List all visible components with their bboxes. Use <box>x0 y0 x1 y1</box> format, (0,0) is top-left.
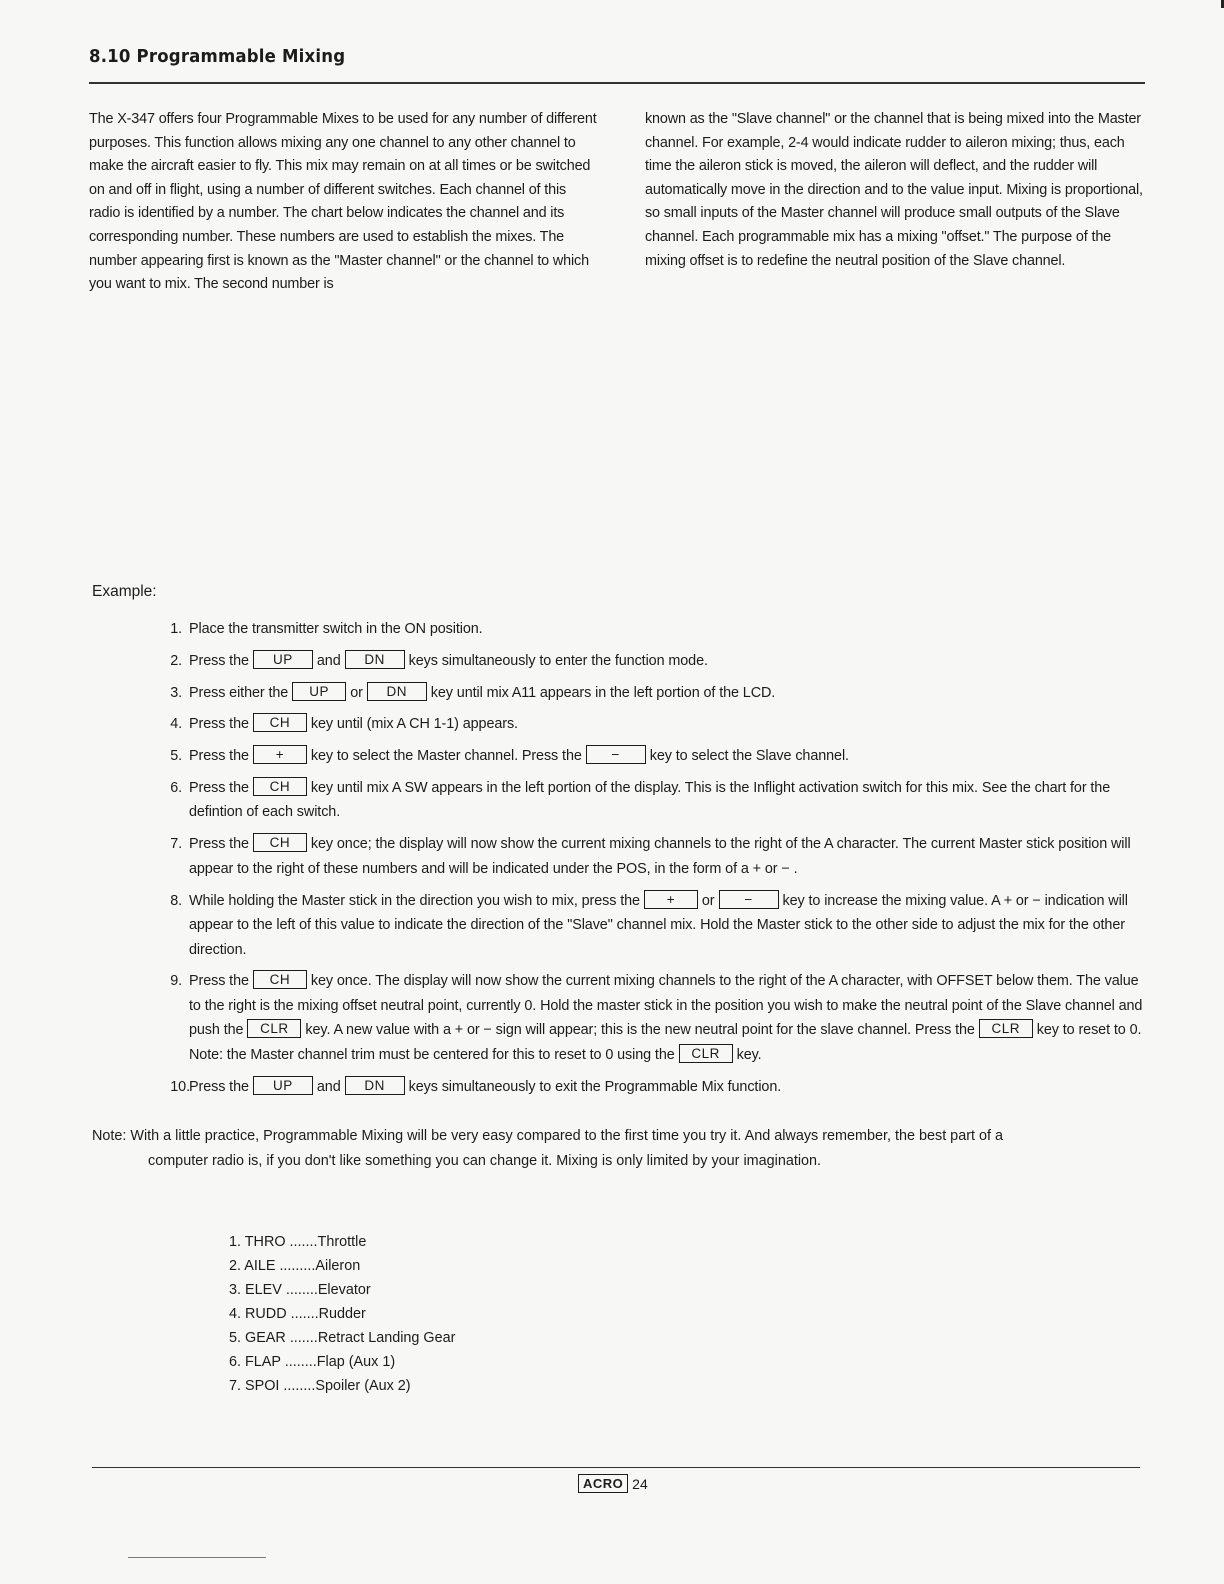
leader-dots: ....... <box>289 1330 318 1346</box>
channel-code: ELEV <box>245 1282 282 1298</box>
step-text: key to select the Master channel. Press the <box>310 748 582 765</box>
up-key: UP <box>292 682 346 701</box>
channel-code: RUDD <box>245 1306 287 1322</box>
channel-number: 1. <box>229 1234 242 1250</box>
up-key: UP <box>253 650 313 669</box>
step-text: key to select the Slave channel. <box>649 748 849 765</box>
step-list <box>0 617 1224 1106</box>
footer-rule <box>92 1467 1140 1468</box>
channel-row <box>229 1326 455 1350</box>
step-number: 2. <box>170 652 182 669</box>
minus-key: − <box>586 745 646 764</box>
clr-key: CLR <box>247 1019 301 1038</box>
step-text: key. <box>736 1046 762 1063</box>
channel-code: THRO <box>244 1234 286 1250</box>
note-label: Note: <box>92 1128 127 1144</box>
step-number: 7. <box>170 836 182 853</box>
step-number: 6. <box>170 779 182 796</box>
step-text: keys simultaneously to exit the Programmable Mix function. <box>408 1078 782 1095</box>
channel-number: 2. <box>229 1258 242 1274</box>
leader-dots: ....... <box>289 1234 318 1250</box>
leader-dots: ........ <box>283 1378 316 1394</box>
step-number: 3. <box>170 684 182 701</box>
step-4 <box>0 712 1149 737</box>
step-text: key once. The display will now show the current mixing channels to the right of the A character, with OFFSET below them. The value to the right is the mixing offset neutral point, currently 0. Hold the master stick in the position you wish to make the neutral point of the Slave channel and push the <box>189 973 1143 1039</box>
channel-name: Retract Landing Gear <box>317 1330 456 1346</box>
step-6 <box>0 776 1149 825</box>
note-paragraph <box>92 1124 1142 1173</box>
leader-dots: ........ <box>284 1354 317 1370</box>
channel-number: 4. <box>229 1306 242 1322</box>
channel-row <box>229 1374 455 1398</box>
ch-key: CH <box>253 777 307 796</box>
clr-key: CLR <box>979 1019 1033 1038</box>
step-text: key once; the display will now show the current mixing channels to the right of the A character. The current Master stick position will appear to the right of these numbers and will be indicated under the POS, in the form of a + or − . <box>189 836 1131 877</box>
step-text: Press the <box>189 748 249 765</box>
plus-key: + <box>253 745 307 764</box>
step-5 <box>0 744 1149 769</box>
step-3 <box>0 681 1149 706</box>
channel-name: Rudder <box>318 1306 366 1322</box>
step-number: 10. <box>170 1078 190 1095</box>
note-text-line1: With a little practice, Programmable Mixing will be very easy compared to the first time you try it. And always remember, the best part of a <box>130 1128 1003 1144</box>
header-rule <box>89 82 1145 84</box>
step-text: key until (mix A CH 1-1) appears. <box>310 716 518 733</box>
dn-key: DN <box>367 682 427 701</box>
step-8 <box>0 889 1149 963</box>
step-number: 5. <box>170 748 182 765</box>
step-text: and <box>316 652 341 669</box>
channel-row <box>229 1302 455 1326</box>
channel-code: AILE <box>244 1258 276 1274</box>
channel-number: 7. <box>229 1378 242 1394</box>
intro-paragraph-right: known as the "Slave channel" or the channel that is being mixed into the Master channel. For example, 2-4 would indicate rudder to aileron mixing; thus, each time the aileron stick is moved, the aileron will deflect, and the rudder will automatically move in the direction and to the value input. Mixing is proportional, so small inputs of the Master channel will produce small outputs of the Slave channel. Each programmable mix has a mixing "offset." The purpose of the mixing offset is to redefine the neutral position of the Slave channel. <box>645 111 1143 269</box>
dn-key: DN <box>345 1076 405 1095</box>
leader-dots: ........ <box>285 1282 318 1298</box>
channel-row <box>229 1230 455 1254</box>
step-text: key to reset to 0. Note: the Master channel trim must be centered for this to reset to 0 using the <box>189 1022 1142 1063</box>
channel-number: 6. <box>229 1354 242 1370</box>
channel-row <box>229 1254 455 1278</box>
step-number: 1. <box>170 621 182 637</box>
step-7 <box>0 832 1149 881</box>
step-text: Press the <box>189 779 249 796</box>
channel-number: 5. <box>229 1330 242 1346</box>
page-number: 24 <box>632 1476 648 1492</box>
channel-name: Throttle <box>317 1234 367 1250</box>
section-title: 8.10 Programmable Mixing <box>89 46 346 67</box>
example-label: Example: <box>92 583 157 600</box>
step-text: key to increase the mixing value. A + or − indication will appear to the left of this value to indicate the direction of the "Slave" channel mix. Hold the Master stick to the other side to adjust the mix for the other direction. <box>189 892 1128 958</box>
up-key: UP <box>253 1076 313 1095</box>
step-number: 8. <box>170 892 182 909</box>
step-text: keys simultaneously to enter the function mode. <box>408 652 708 669</box>
clr-key: CLR <box>679 1044 733 1063</box>
step-text: Press the <box>189 836 249 853</box>
channel-name: Aileron <box>315 1258 361 1274</box>
step-text: Press the <box>189 973 249 990</box>
dn-key: DN <box>345 650 405 669</box>
step-number: 4. <box>170 716 182 733</box>
step-text: While holding the Master stick in the direction you wish to mix, press the <box>189 892 640 909</box>
step-number: 9. <box>170 973 182 990</box>
step-2 <box>0 649 1149 674</box>
note-text-line2: computer radio is, if you don't like something you can change it. Mixing is only limited by your imagination. <box>148 1152 822 1169</box>
leader-dots: ....... <box>290 1306 319 1322</box>
step-text: and <box>316 1078 341 1095</box>
step-text: Place the transmitter switch in the ON position. <box>189 621 483 637</box>
plus-key: + <box>644 890 698 909</box>
channel-row <box>229 1278 455 1302</box>
intro-paragraph-left: The X-347 offers four Programmable Mixes to be used for any number of different purposes. This function allows mixing any one channel to any other channel to make the aircraft easier to fly. This mix may remain on at all times or be switched on and off in flight, using a number of different switches. Each channel of this radio is identified by a number. The chart below indicates the channel and its corresponding number. These numbers are used to establish the mixes. The number appearing first is known as the "Master channel" or the channel to which you want to mix. The second number is <box>89 111 597 293</box>
step-text: key until mix A11 appears in the left portion of the LCD. <box>430 684 776 701</box>
channel-number: 3. <box>229 1282 242 1298</box>
step-text: Press the <box>189 652 249 669</box>
ch-key: CH <box>253 833 307 852</box>
acro-badge: ACRO <box>578 1474 628 1493</box>
step-text: Press the <box>189 1078 249 1095</box>
step-text: Press the <box>189 716 249 733</box>
step-text: key. A new value with a + or − sign will appear; this is the new neutral point for the slave channel. Press the <box>305 1022 975 1039</box>
ch-key: CH <box>253 713 307 732</box>
step-1 <box>0 617 1149 642</box>
channel-name: Elevator <box>317 1282 371 1298</box>
step-text: or <box>350 684 363 701</box>
channel-code: SPOI <box>245 1378 280 1394</box>
scan-artifact-line <box>128 1557 266 1558</box>
channel-name: Flap (Aux 1) <box>316 1354 396 1370</box>
minus-key: − <box>719 890 779 909</box>
channel-chart <box>229 1230 455 1398</box>
channel-code: FLAP <box>245 1354 281 1370</box>
step-text: key until mix A SW appears in the left portion of the display. This is the Inflight activation switch for this mix. See the chart for the defintion of each switch. <box>189 779 1111 821</box>
ch-key: CH <box>253 970 307 989</box>
leader-dots: ......... <box>279 1258 316 1274</box>
step-text: or <box>701 892 715 909</box>
step-9 <box>0 969 1149 1067</box>
step-10 <box>0 1075 1149 1100</box>
step-text: Press either the <box>189 684 289 701</box>
channel-name: Spoiler (Aux 2) <box>315 1378 411 1394</box>
channel-code: GEAR <box>245 1330 286 1346</box>
page-footer <box>578 1474 648 1493</box>
channel-row <box>229 1350 455 1374</box>
